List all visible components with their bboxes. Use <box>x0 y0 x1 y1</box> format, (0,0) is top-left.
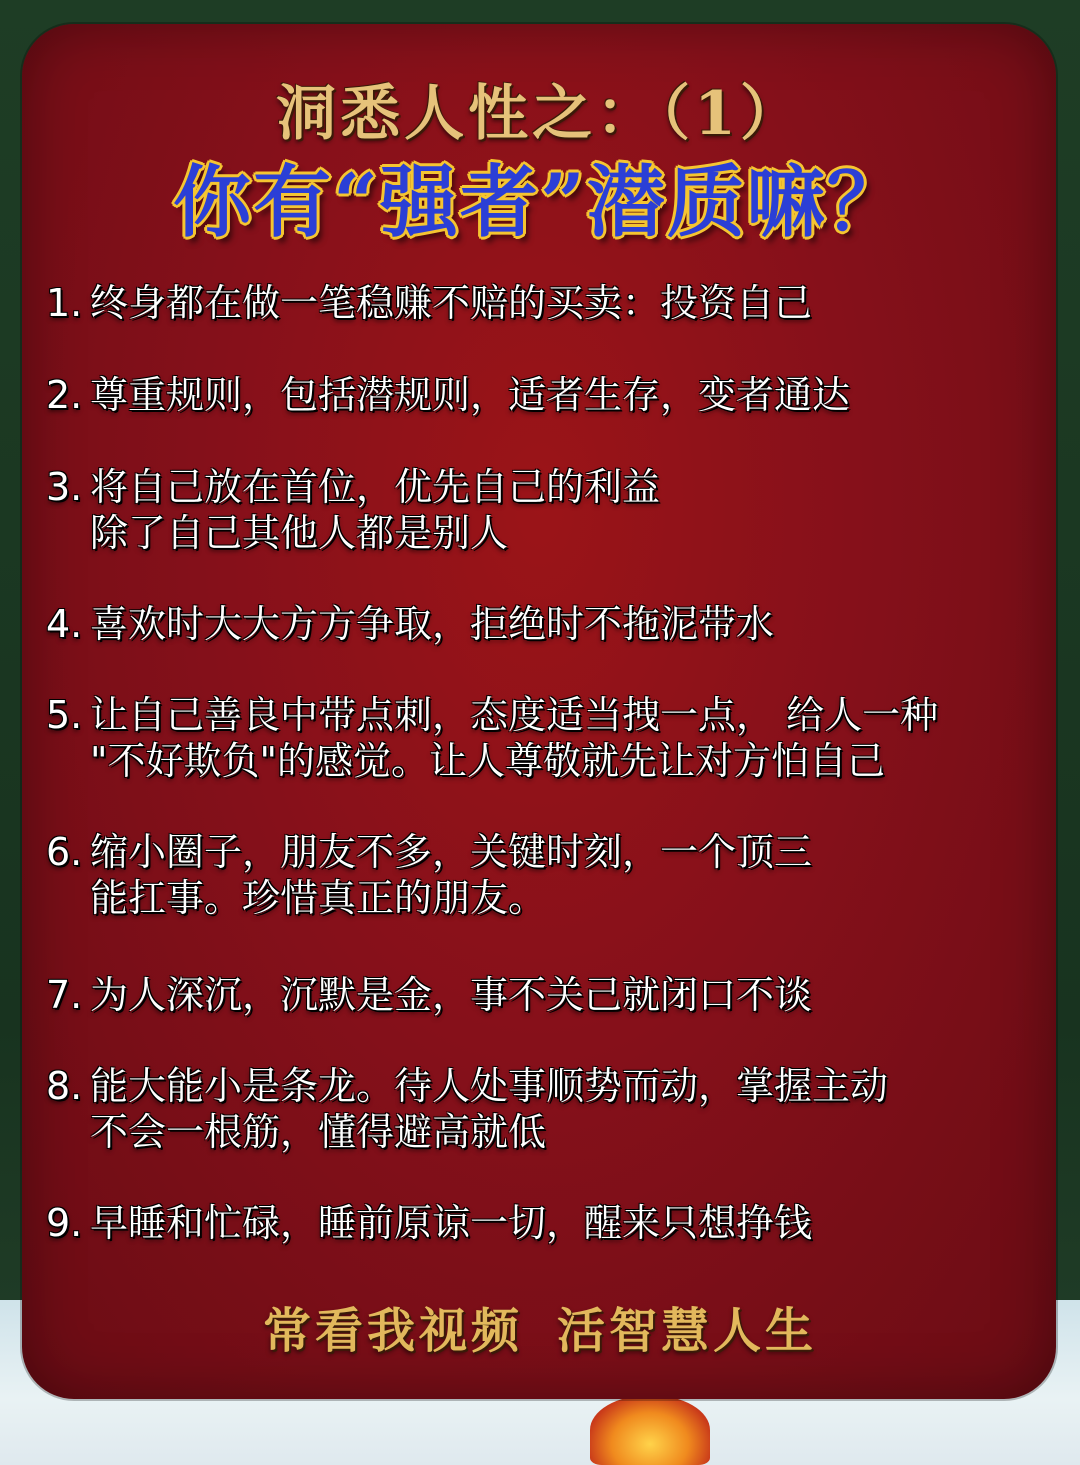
item-text-continued: 不会一根筋，懂得避高就低 <box>90 1110 547 1154</box>
list-item <box>46 972 1046 1018</box>
list-item <box>46 829 1046 921</box>
item-text: 缩小圈子，朋友不多，关键时刻，一个顶三 <box>90 830 813 874</box>
page-subtitle: 你有“强者”潜质嘛？ <box>173 157 907 248</box>
item-text: 将自己放在首位，优先自己的利益 <box>90 465 661 509</box>
item-text: 尊重规则，包括潜规则，适者生存，变者通达 <box>90 373 851 417</box>
item-number: 4. <box>46 602 83 646</box>
list-item <box>46 464 1046 556</box>
item-text: 喜欢时大大方方争取，拒绝时不拖泥带水 <box>90 602 775 646</box>
list-item <box>46 1200 1046 1246</box>
list-item <box>46 372 1046 418</box>
item-number: 9. <box>46 1201 83 1245</box>
item-text-continued: 除了自己其他人都是别人 <box>90 511 509 555</box>
page-title: 洞悉人性之：（1） <box>276 79 804 149</box>
item-number: 5. <box>46 693 83 737</box>
item-number: 1. <box>46 281 83 325</box>
item-text: 能大能小是条龙。待人处事顺势而动，掌握主动 <box>90 1064 889 1108</box>
item-number: 2. <box>46 373 83 417</box>
item-text: 让自己善良中带点刺，态度适当拽一点， 给人一种 <box>90 693 939 737</box>
footer-slogan <box>0 1292 1080 1361</box>
item-number: 3. <box>46 465 83 509</box>
item-number: 6. <box>46 830 83 874</box>
item-text: 早睡和忙碌，睡前原谅一切，醒来只想挣钱 <box>90 1201 813 1245</box>
flame-decoration <box>590 1395 710 1465</box>
item-text-continued: 能扛事。珍惜真正的朋友。 <box>90 876 547 920</box>
item-number: 7. <box>46 973 83 1017</box>
item-text: 为人深沉，沉默是金，事不关己就闭口不谈 <box>90 973 813 1017</box>
item-number: 8. <box>46 1064 83 1108</box>
footer-slogan-left: 常看我视频 <box>262 1303 523 1359</box>
list-item <box>46 1063 1046 1155</box>
item-text: 终身都在做一笔稳赚不赔的买卖：投资自己 <box>90 281 813 325</box>
item-text-continued: "不好欺负"的感觉。让人尊敬就先让对方怕自己 <box>90 739 885 783</box>
list-item <box>46 601 1046 647</box>
list-item <box>46 692 1046 784</box>
footer-slogan-right: 活智慧人生 <box>557 1303 818 1359</box>
list-item <box>46 280 1046 326</box>
